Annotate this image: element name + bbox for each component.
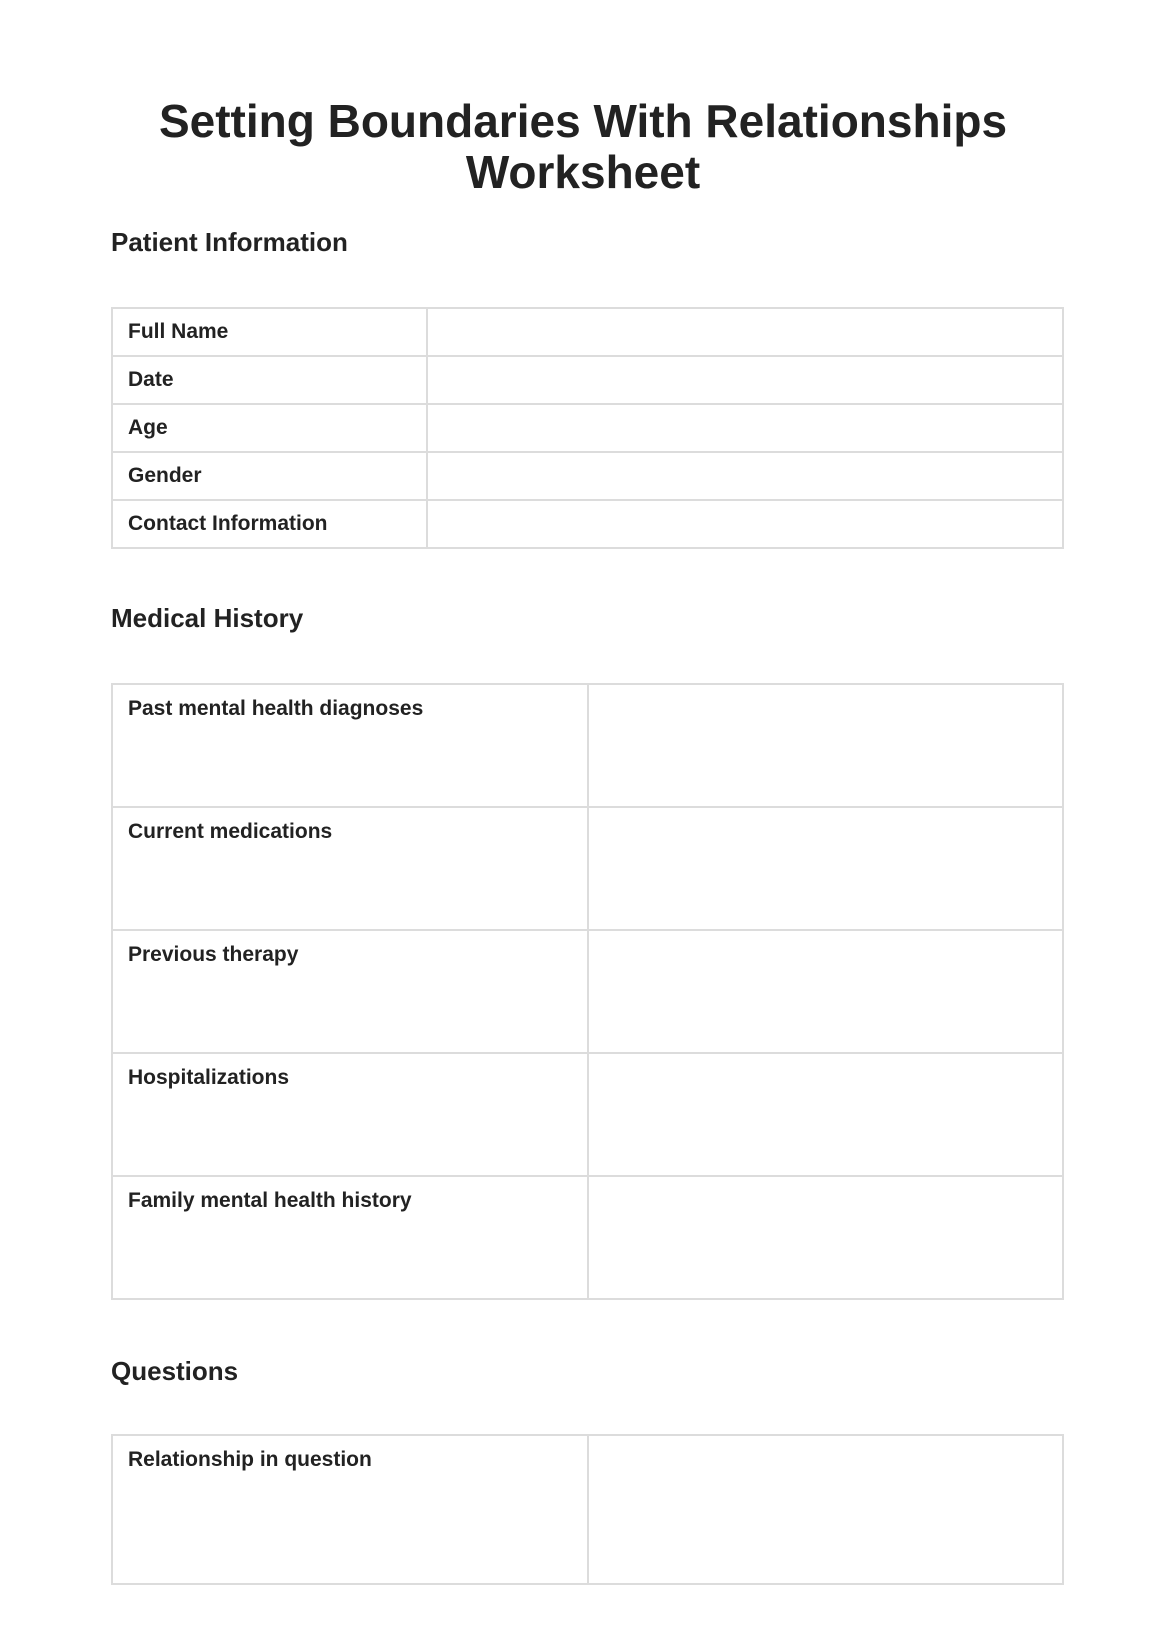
date-field[interactable] (427, 356, 1063, 404)
table-row (112, 1053, 1063, 1176)
date-label: Date (112, 356, 427, 404)
table-row (112, 308, 1063, 356)
table-row (112, 404, 1063, 452)
age-field[interactable] (427, 404, 1063, 452)
hospitalizations-label: Hospitalizations (112, 1053, 588, 1176)
previous-therapy-label: Previous therapy (112, 930, 588, 1053)
relationship-field[interactable] (588, 1435, 1063, 1584)
medical-history-table (111, 683, 1064, 1300)
table-row (112, 684, 1063, 807)
patient-information-table (111, 307, 1064, 549)
age-label: Age (112, 404, 427, 452)
contact-information-field[interactable] (427, 500, 1063, 548)
hospitalizations-field[interactable] (588, 1053, 1063, 1176)
table-row (112, 930, 1063, 1053)
full-name-label: Full Name (112, 308, 427, 356)
questions-table (111, 1434, 1064, 1585)
past-diagnoses-field[interactable] (588, 684, 1063, 807)
relationship-label: Relationship in question (112, 1435, 588, 1584)
table-row (112, 1176, 1063, 1299)
family-history-field[interactable] (588, 1176, 1063, 1299)
full-name-field[interactable] (427, 308, 1063, 356)
table-row (112, 500, 1063, 548)
current-medications-label: Current medications (112, 807, 588, 930)
medical-history-heading: Medical History (111, 603, 304, 633)
title-line-2: Worksheet (465, 146, 701, 198)
page-title (110, 96, 1056, 198)
table-row (112, 1435, 1063, 1584)
gender-field[interactable] (427, 452, 1063, 500)
gender-label: Gender (112, 452, 427, 500)
table-row (112, 452, 1063, 500)
past-diagnoses-label: Past mental health diagnoses (112, 684, 588, 807)
patient-information-heading: Patient Information (111, 227, 348, 257)
table-row (112, 356, 1063, 404)
title-line-1: Setting Boundaries With Relationships (158, 95, 1008, 147)
previous-therapy-field[interactable] (588, 930, 1063, 1053)
family-history-label: Family mental health history (112, 1176, 588, 1299)
current-medications-field[interactable] (588, 807, 1063, 930)
contact-information-label: Contact Information (112, 500, 427, 548)
table-row (112, 807, 1063, 930)
questions-heading: Questions (111, 1356, 239, 1386)
